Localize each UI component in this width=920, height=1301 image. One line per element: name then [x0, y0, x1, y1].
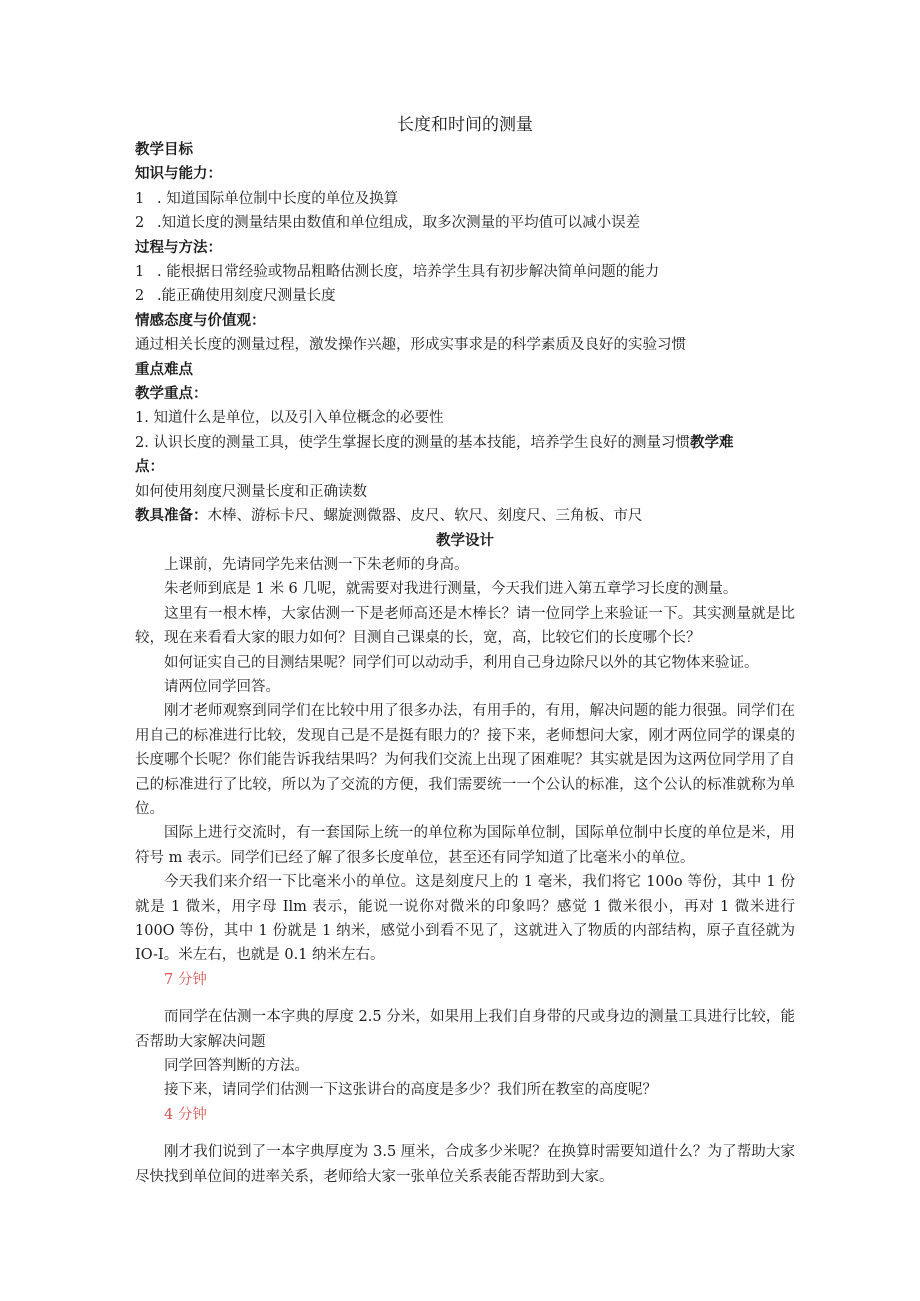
emotion-heading: 情感态度与价值观：: [135, 311, 266, 329]
key-point-text: 2. 认识长度的测量工具，使学生掌握长度的测量的基本技能，培养学生良好的测量习惯: [135, 434, 690, 451]
paragraph: 今天我们来介绍一下比毫米小的单位。这是刻度尺上的 1 毫米，我们将它 100o 等份，其中 1 份就是 1 微米，用字母 Ilm 表示，能说一说你对微米的印象吗？感觉 1 微米很小，再对 1 微米进行 100O 等份，其中 1 份就是 1 纳米，感觉小到看不见了，这就进入了物质的内部结构，原子直径就为 IO-I。米左右，也就是 0.1 纳米左右。: [135, 874, 795, 964]
process-item: [135, 260, 795, 284]
item-number: 1: [135, 190, 145, 207]
paragraph: 接下来，请同学们估测一下这张讲台的高度是多少？我们所在教室的高度呢？: [164, 1082, 657, 1099]
document-content: [135, 112, 795, 1189]
time-marker: 4 分钟: [164, 1106, 207, 1123]
key-point-with-difficulty: [135, 431, 795, 455]
item-text: . 能根据日常经验或物品粗略估测长度，培养学生具有初步解决简单问题的能力: [157, 264, 660, 281]
difficulty-heading-continued: 点：: [135, 458, 164, 476]
design-heading: 教学设计: [436, 531, 494, 549]
difficulty-heading: 教学难: [689, 433, 734, 451]
emotion-text: 通过相关长度的测量过程，激发操作兴趣，形成实事求是的科学素质及良好的实验习惯: [135, 337, 686, 354]
process-heading: 过程与方法：: [135, 238, 222, 256]
paragraph: 同学回答判断的方法。: [164, 1058, 309, 1075]
paragraph: 朱老师到底是 1 米 6 几呢，就需要对我进行测量，今天我们进入第五章学习长度的测量。: [164, 581, 738, 598]
paragraph: 请两位同学回答。: [164, 678, 280, 695]
tools-line: [135, 504, 795, 528]
item-number: 2: [135, 288, 145, 305]
paragraph: 刚才我们说到了一本字典厚度为 3.5 厘米，合成多少米呢？在换算时需要知道什么？为了帮助大家尽快找到单位间的进率关系，老师给大家一张单位关系表能否帮助到大家。: [135, 1144, 795, 1185]
process-item: [135, 284, 795, 308]
tools-label: 教具准备：: [135, 507, 208, 525]
knowledge-item: [135, 211, 795, 235]
key-difficulty-heading: 重点难点: [135, 360, 193, 378]
paragraph: 这里有一根木棒，大家估测一下是老师高还是木棒长？请一位同学上来验证一下。其实测量就是比较，现在来看看大家的眼力如何？目测自己课桌的长，宽，高，比较它们的长度哪个长？: [135, 605, 795, 647]
spacer: [135, 1127, 795, 1140]
paragraph: 国际上进行交流时，有一套国际上统一的单位称为国际单位制，国际单位制中长度的单位是米，用符号 m 表示。同学们已经了解了很多长度单位，甚至还有同学知道了比毫米小的单位。: [135, 825, 795, 866]
page-title: 长度和时间的测量: [397, 115, 533, 135]
item-text: .能正确使用刻度尺测量长度: [157, 288, 336, 305]
item-number: 2: [135, 215, 145, 232]
paragraph: 如何证实自己的目测结果呢？同学们可以动动手，利用自己身边除尺以外的其它物体来验证。: [164, 654, 759, 671]
difficulty-text: 如何使用刻度尺测量长度和正确读数: [135, 483, 367, 500]
paragraph: 而同学在估测一本字典的厚度 2.5 分米，如果用上我们自身带的尺或身边的测量工具进行比较，能否帮助大家解决问题: [135, 1009, 795, 1050]
item-text: . 知道国际单位制中长度的单位及换算: [157, 190, 399, 207]
spacer: [135, 992, 795, 1005]
goals-heading: 教学目标: [135, 141, 193, 158]
paragraph: 上课前，先请同学先来估测一下朱老师的身高。: [164, 556, 469, 573]
time-marker: 7 分钟: [164, 971, 207, 988]
key-point: 1. 知道什么是单位，以及引入单位概念的必要性: [135, 410, 444, 427]
knowledge-item: [135, 187, 795, 211]
knowledge-heading: 知识与能力：: [135, 165, 222, 183]
paragraph: 刚才老师观察到同学们在比较中用了很多办法，有用手的，有用，解决问题的能力很强。同学们在用自己的标准进行比较，发现自己是不是挺有眼力的？接下来，老师想问大家，刚才两位同学的课桌的长度哪个长呢？你们能告诉我结果吗？为何我们交流上出现了困难呢？其实就是因为这两位同学用了自己的标准进行了比较，所以为了交流的方便，我们需要统一一个公认的标准，这个公认的标准就称为单位。: [135, 703, 795, 817]
tools-text: 木棒、游标卡尺、螺旋测微器、皮尺、软尺、刻度尺、三角板、市尺: [207, 508, 643, 525]
item-number: 1: [135, 264, 145, 281]
key-points-heading: 教学重点：: [135, 385, 208, 403]
item-text: .知道长度的测量结果由数值和单位组成，取多次测量的平均值可以减小误差: [157, 215, 641, 232]
